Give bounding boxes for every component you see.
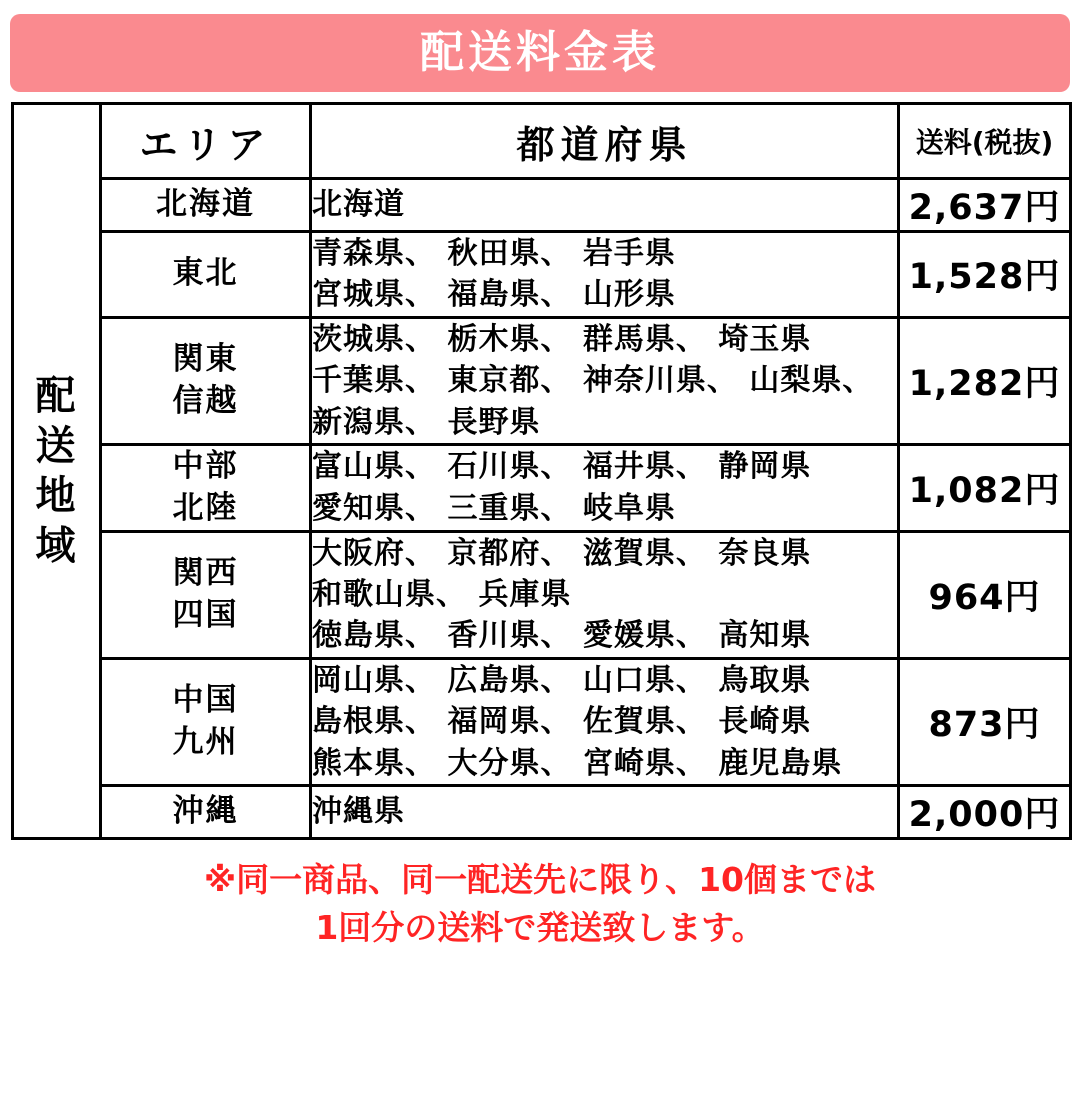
table-row [13,179,1071,232]
prefecture-cell [311,531,899,658]
area-line: 中部 [172,447,239,484]
shipping-fee-table-page [0,14,1080,1094]
prefecture-line: 宮城県、 福島県、 山形県 [312,277,676,313]
prefecture-line: 新潟県、 長野県 [312,404,541,440]
area-line: 四国 [172,596,239,633]
prefecture-line: 愛知県、 三重県、 岐阜県 [312,490,676,526]
area-cell [101,785,311,838]
area-line: 東北 [172,255,239,292]
area-cell [101,658,311,785]
fee-cell: 2,637円 [899,179,1071,232]
page-title: 配送料金表 [420,27,660,78]
header-area: エリア [101,104,311,179]
region-label-cell [13,104,101,839]
area-line: 沖縄 [172,793,239,830]
footnote-line-2: 1回分の送料で発送致します。 [315,907,765,947]
header-prefecture: 都道府県 [311,104,899,179]
fee-cell: 873円 [899,658,1071,785]
prefecture-line: 北海道 [312,187,405,223]
table-row [13,785,1071,838]
header-fee: 送料(税抜) [899,104,1071,179]
prefecture-cell [311,658,899,785]
prefecture-line: 大阪府、 京都府、 滋賀県、 奈良県 [312,535,812,571]
area-line: 中国 [172,682,239,719]
area-cell [101,179,311,232]
prefecture-line: 青森県、 秋田県、 岩手県 [312,236,676,271]
table-row [13,317,1071,444]
prefecture-cell [311,179,899,232]
table-row [13,658,1071,785]
area-line: 九州 [172,723,239,760]
table-row [13,531,1071,658]
prefecture-line: 和歌山県、 兵庫県 [312,577,572,613]
area-line: 関東 [172,341,239,378]
area-cell [101,531,311,658]
fee-cell: 964円 [899,531,1071,658]
area-line: 北海道 [156,186,255,223]
region-label-char-3: 域 [35,522,78,569]
region-label-char-2: 地 [35,472,78,519]
area-line: 信越 [172,382,239,419]
prefecture-cell [311,785,899,838]
fee-cell: 1,282円 [899,317,1071,444]
table-header-row [13,104,1071,179]
prefecture-line: 岡山県、 広島県、 山口県、 鳥取県 [312,662,812,698]
title-banner [10,14,1070,92]
prefecture-line: 富山県、 石川県、 福井県、 静岡県 [312,449,812,485]
region-label-char-1: 送 [35,422,78,469]
prefecture-line: 徳島県、 香川県、 愛媛県、 高知県 [312,618,812,654]
prefecture-cell [311,232,899,318]
table-row [13,232,1071,318]
fee-cell: 2,000円 [899,785,1071,838]
area-line: 関西 [172,554,239,591]
prefecture-line: 沖縄県 [312,794,405,830]
area-cell [101,444,311,531]
area-cell [101,317,311,444]
prefecture-line: 千葉県、 東京都、 神奈川県、 山梨県、 [312,363,874,399]
prefecture-line: 島根県、 福岡県、 佐賀県、 長崎県 [312,704,812,740]
fee-cell: 1,082円 [899,444,1071,531]
shipping-fee-table [11,102,1072,840]
area-cell [101,232,311,318]
fee-cell: 1,528円 [899,232,1071,318]
prefecture-cell [311,317,899,444]
prefecture-line: 茨城県、 栃木県、 群馬県、 埼玉県 [312,321,812,357]
region-label-char-0: 配 [35,372,78,419]
table-row [13,444,1071,531]
area-line: 北陸 [172,489,239,526]
footnote [0,856,1080,952]
footnote-line-1: ※同一商品、同一配送先に限り、10個までは [203,859,876,899]
prefecture-line: 熊本県、 大分県、 宮崎県、 鹿児島県 [312,745,843,781]
prefecture-cell [311,444,899,531]
